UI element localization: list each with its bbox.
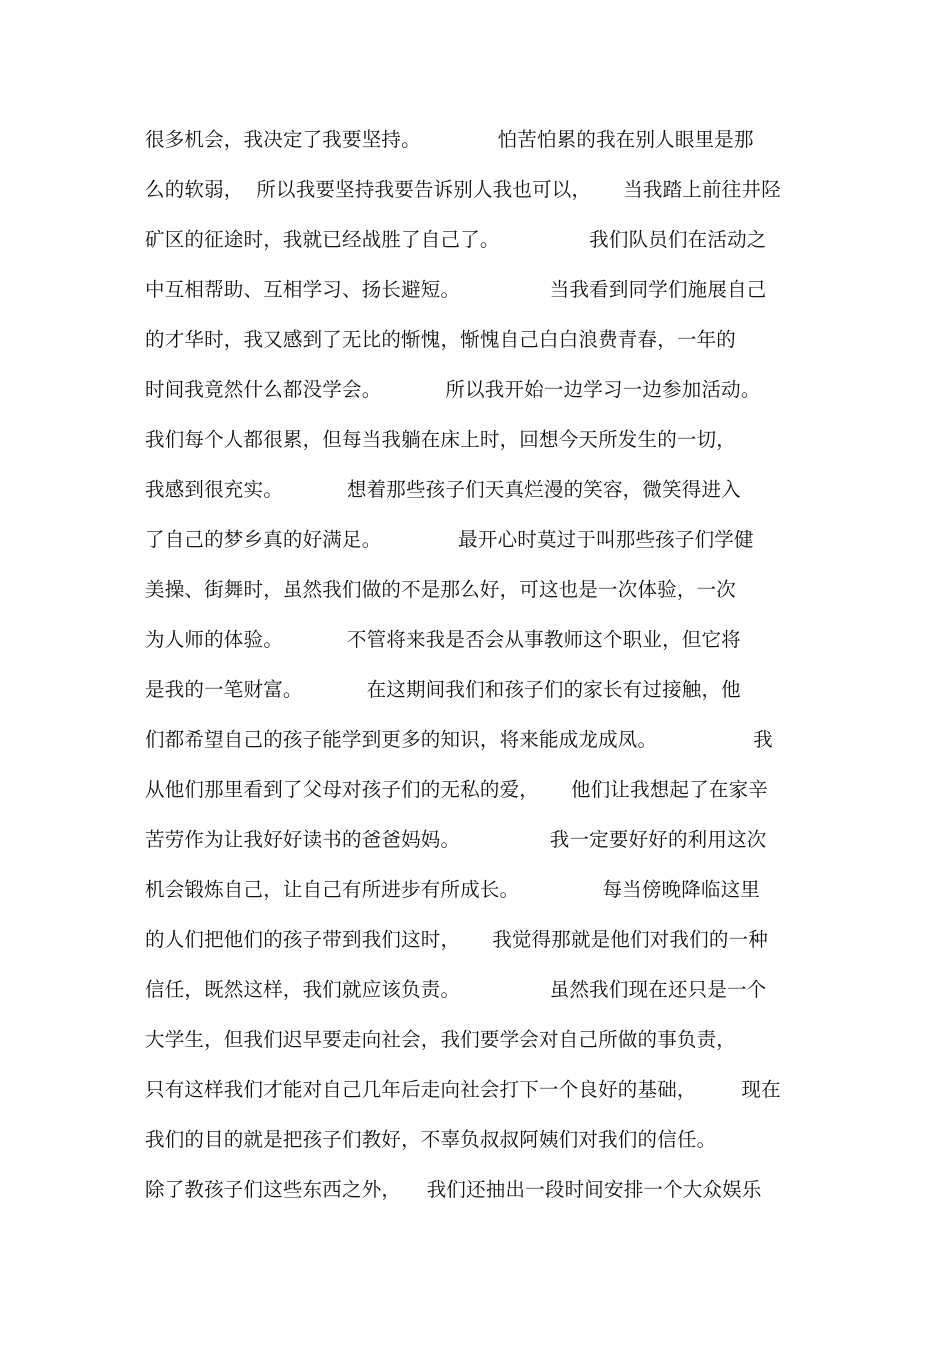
text-line: 矿区的征途时，我就已经战胜了自己了。 我们队员们在活动之	[145, 228, 767, 251]
text-line: 很多机会，我决定了我要坚持。 怕苦怕累的我在别人眼里是那	[145, 128, 754, 151]
text-line: 只有这样我们才能对自己几年后走向社会打下一个良好的基础， 现在	[145, 1078, 781, 1101]
text-line: 从他们那里看到了父母对孩子们的无私的爱， 他们让我想起了在家辛	[145, 778, 768, 801]
text-line: 除了教孩子们这些东西之外， 我们还抽出一段时间安排一个大众娱乐	[145, 1178, 762, 1201]
text-line: 中互相帮助、互相学习、扬长避短。 当我看到同学们施展自己	[145, 278, 767, 301]
text-line: 么的软弱， 所以我要坚持我要告诉别人我也可以， 当我踏上前往井陉	[145, 178, 781, 201]
body-text	[145, 120, 825, 1220]
text-line: 们都希望自己的孩子能学到更多的知识，将来能成龙成凤。 我	[145, 728, 773, 751]
text-line: 是我的一笔财富。 在这期间我们和孩子们的家长有过接触，他	[145, 678, 741, 701]
text-line: 大学生，但我们迟早要走向社会，我们要学会对自己所做的事负责，	[145, 1028, 737, 1051]
text-line: 我们每个人都很累，但每当我躺在床上时，回想今天所发生的一切，	[145, 428, 737, 451]
text-line: 了自己的梦乡真的好满足。 最开心时莫过于叫那些孩子们学健	[145, 528, 754, 551]
text-line: 为人师的体验。 不管将来我是否会从事教师这个职业，但它将	[145, 628, 741, 651]
text-line: 信任，既然这样，我们就应该负责。 虽然我们现在还只是一个	[145, 978, 767, 1001]
text-line: 的人们把他们的孩子带到我们这时， 我觉得那就是他们对我们的一种	[145, 928, 768, 951]
text-line: 美操、街舞时，虽然我们做的不是那么好，可这也是一次体验，一次	[145, 578, 737, 601]
text-line: 时间我竟然什么都没学会。 所以我开始一边学习一边参加活动。	[145, 378, 761, 401]
text-line: 苦劳作为让我好好读书的爸爸妈妈。 我一定要好好的利用这次	[145, 828, 767, 851]
text-line: 我感到很充实。 想着那些孩子们天真烂漫的笑容，微笑得进入	[145, 478, 741, 501]
text-line: 我们的目的就是把孩子们教好，不辜负叔叔阿姨们对我们的信任。	[145, 1128, 717, 1151]
text-line: 的才华时，我又感到了无比的惭愧，惭愧自己白白浪费青春，一年的	[145, 328, 737, 351]
text-line: 机会锻炼自己，让自己有所进步有所成长。 每当傍晚降临这里	[145, 878, 761, 901]
